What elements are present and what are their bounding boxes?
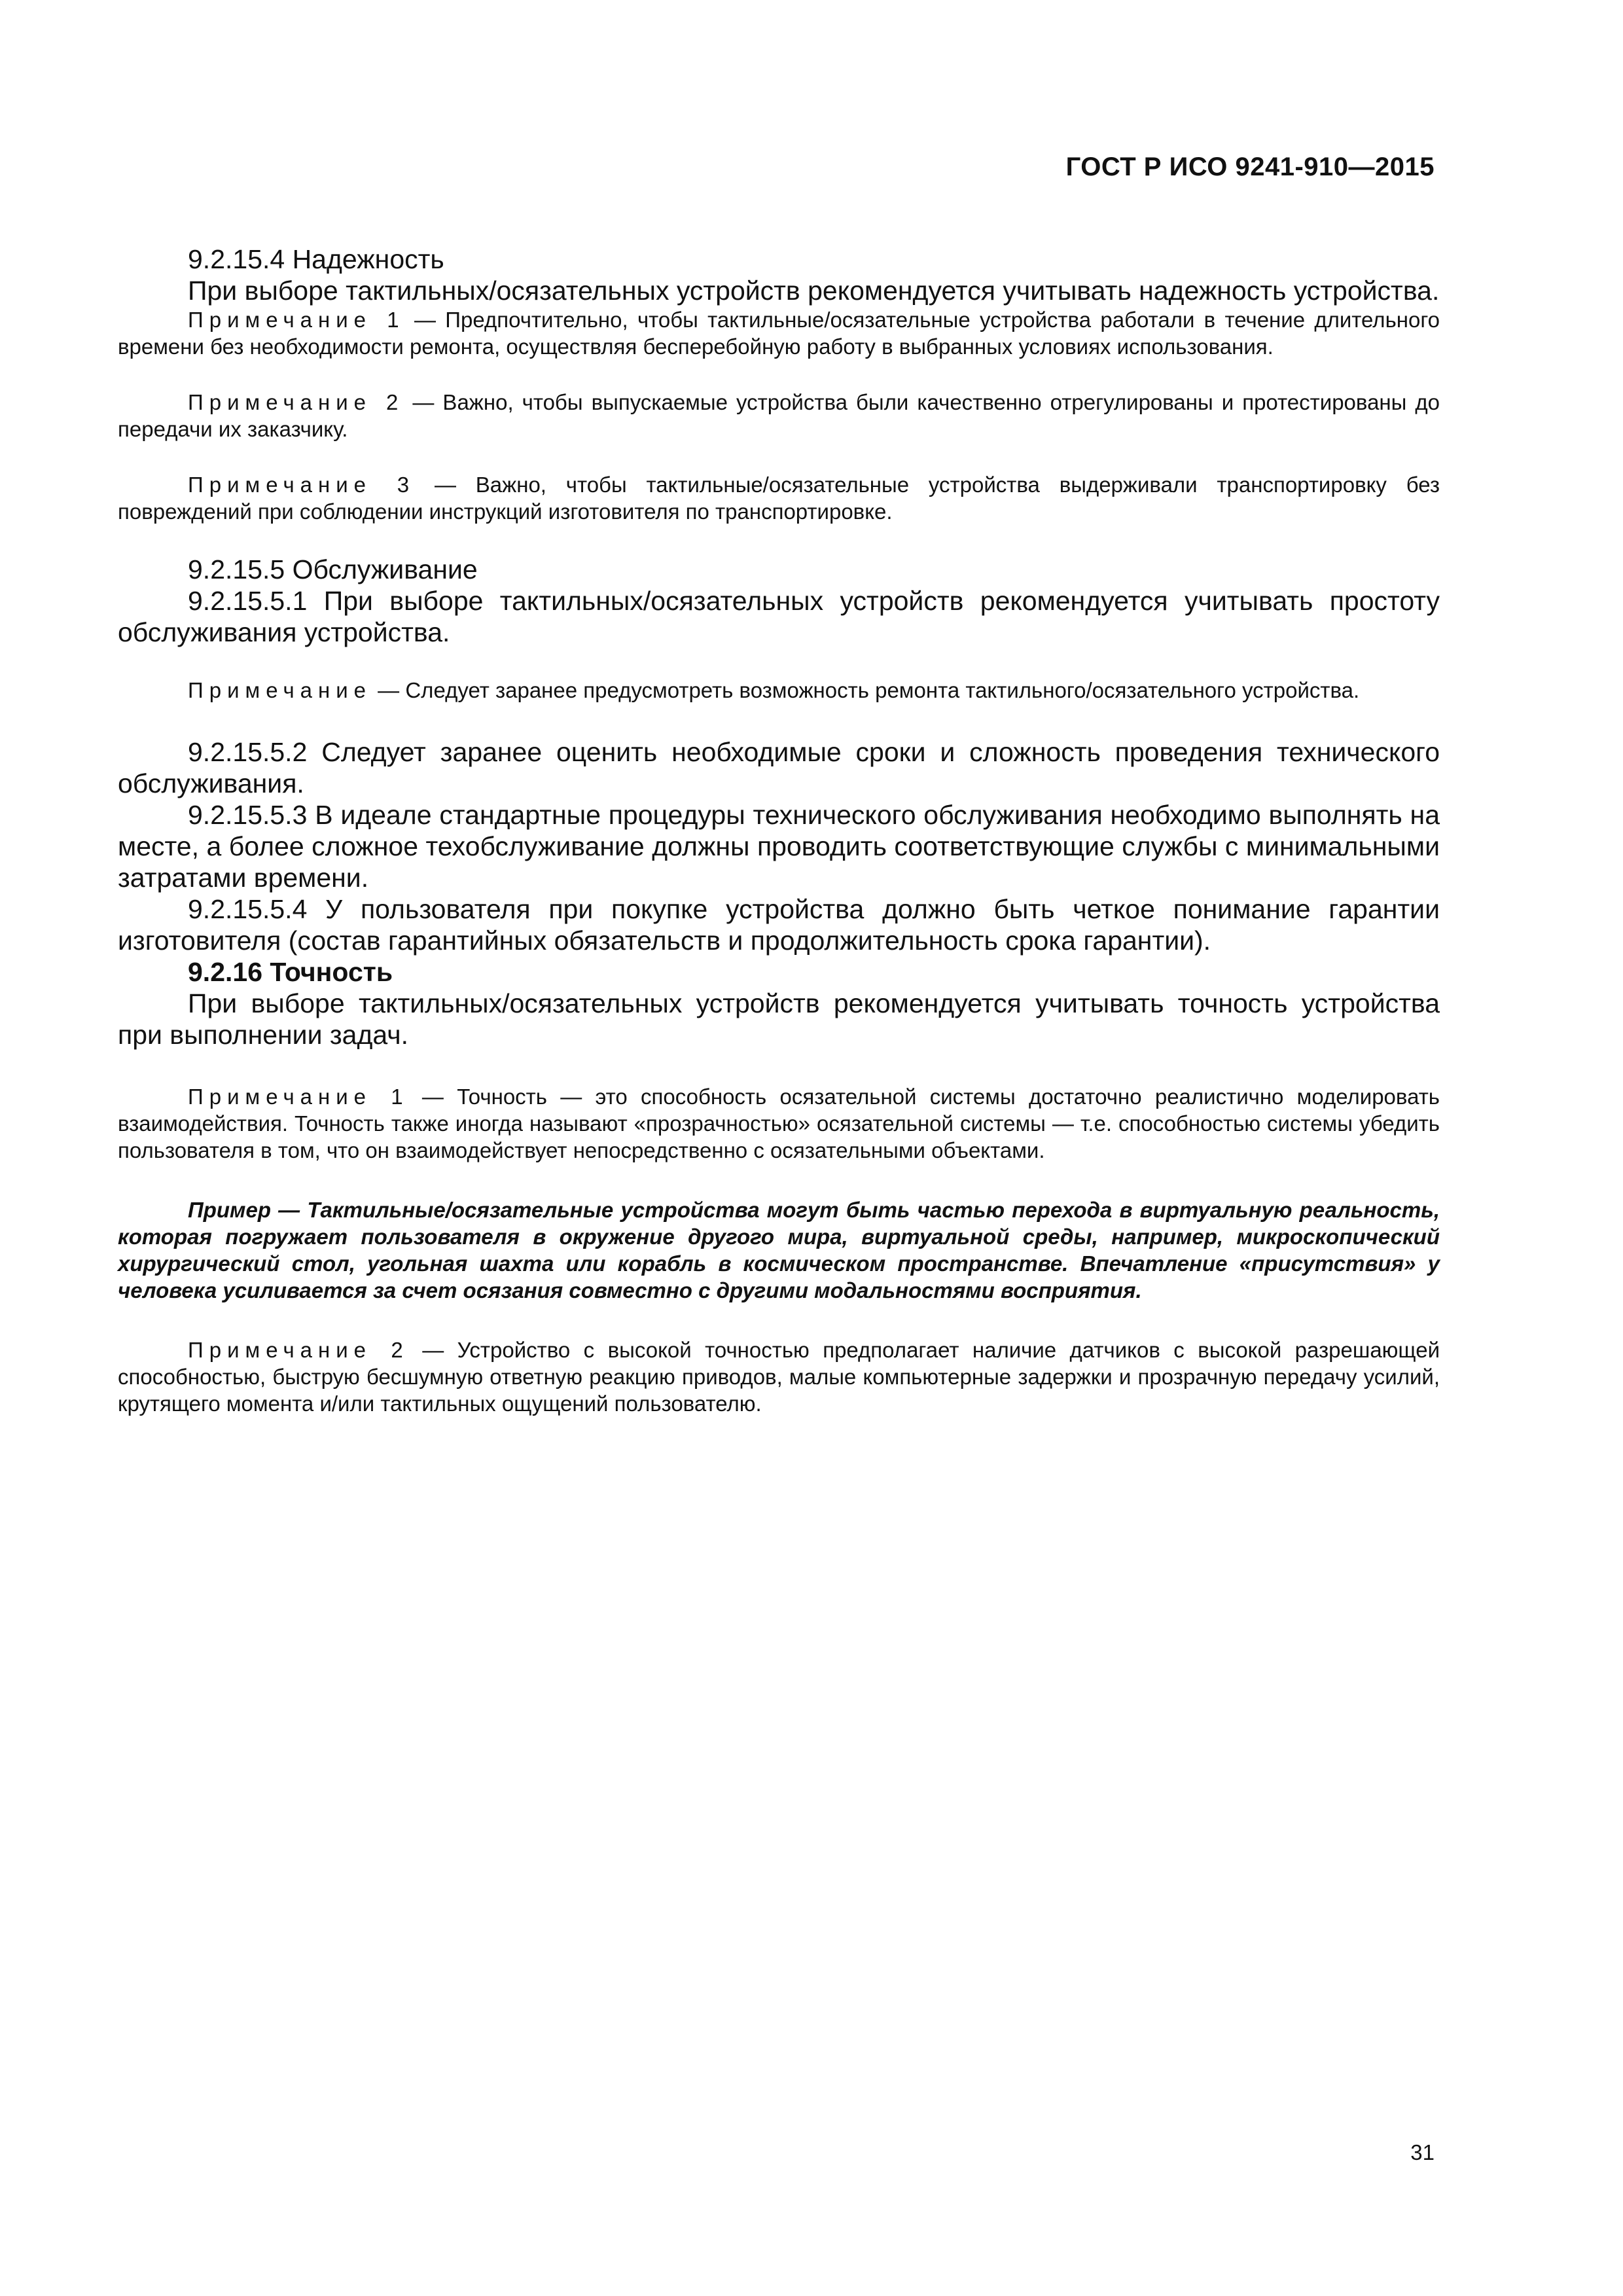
paragraph-accuracy: При выборе тактильных/осязательных устройств рекомендуется учитывать точность устройства при выполнении задач.: [118, 988, 1440, 1050]
note-label: Примечание 2: [188, 1338, 409, 1362]
note-label: Примечание 2: [188, 390, 404, 414]
note-text: — Важно, чтобы тактильные/осязательные устройства выдерживали транспортировку без повреждений при соблюдении инструкций изготовителя по транспортировке.: [118, 473, 1440, 524]
note-reliability-2: [118, 389, 1440, 442]
section-title-accuracy: 9.2.16 Точность: [188, 957, 393, 987]
note-text: — Предпочтительно, чтобы тактильные/осязательные устройства работали в течение длительного времени без необходимости ремонта, осуществляя бесперебойную работу в выбранных условиях использования.: [118, 308, 1440, 359]
example-accuracy: Пример — Тактильные/осязательные устройства могут быть частью перехода в виртуальную реальность, которая погружает пользователя в окружение другого мира, виртуальной среды, например, микроскопический хирургический стол, угольная шахта или корабль в космическом пространстве. Впечатление «присутствия» у человека усиливается за счет осязания совместно с другими модальностями восприятия.: [118, 1198, 1440, 1302]
paragraph-maintenance-4: 9.2.15.5.4 У пользователя при покупке устройства должно быть четкое понимание гарантии изготовителя (состав гарантийных обязательств и продолжительность срока гарантии).: [118, 894, 1440, 956]
document-header: ГОСТ Р ИСО 9241-910—2015: [1065, 152, 1435, 181]
document-body: [118, 243, 1440, 1417]
note-accuracy-1: [118, 1083, 1440, 1164]
note-text: — Важно, чтобы выпускаемые устройства были качественно отрегулированы и протестированы до передачи их заказчику.: [118, 390, 1440, 441]
page-number: 31: [1410, 2140, 1435, 2164]
paragraph-maintenance-2: 9.2.15.5.2 Следует заранее оценить необходимые сроки и сложность проведения технического обслуживания.: [118, 737, 1440, 798]
paragraph-maintenance-3: 9.2.15.5.3 В идеале стандартные процедуры технического обслуживания необходимо выполнять на месте, а более сложное техобслуживание должны проводить соответствующие службы с минимальными затратами времени.: [118, 800, 1440, 893]
note-text: — Следует заранее предусмотреть возможность ремонта тактильного/осязательного устройства.: [372, 678, 1360, 702]
note-maintenance: [118, 677, 1440, 704]
note-label: Примечание: [188, 678, 372, 702]
note-text: — Устройство с высокой точностью предполагает наличие датчиков с высокой разрешающей способностью, быструю бесшумную ответную реакцию приводов, малые компьютерные задержки и прозрачную передачу усилий, крутящего момента и/или тактильных ощущений пользователю.: [118, 1338, 1440, 1416]
note-label: Примечание 1: [188, 308, 405, 332]
paragraph-reliability: При выборе тактильных/осязательных устройств рекомендуется учитывать надежность устройства.: [188, 276, 1440, 306]
note-accuracy-2: [118, 1336, 1440, 1417]
section-title-maintenance: 9.2.15.5 Обслуживание: [188, 554, 478, 584]
note-label: Примечание 1: [188, 1085, 409, 1109]
section-title-reliability: 9.2.15.4 Надежность: [188, 244, 444, 274]
note-label: Примечание 3: [188, 473, 416, 497]
note-reliability-1: [118, 306, 1440, 360]
paragraph-maintenance-1: 9.2.15.5.1 При выборе тактильных/осязательных устройств рекомендуется учитывать простоту обслуживания устройства.: [118, 586, 1440, 647]
note-reliability-3: [118, 471, 1440, 525]
note-text: — Точность — это способность осязательной системы достаточно реалистично моделировать взаимодействия. Точность также иногда называют «прозрачностью» осязательной системы — т.е. способностью системы убедить пользователя в том, что он взаимодействует непосредственно с осязательными объектами.: [118, 1085, 1440, 1162]
